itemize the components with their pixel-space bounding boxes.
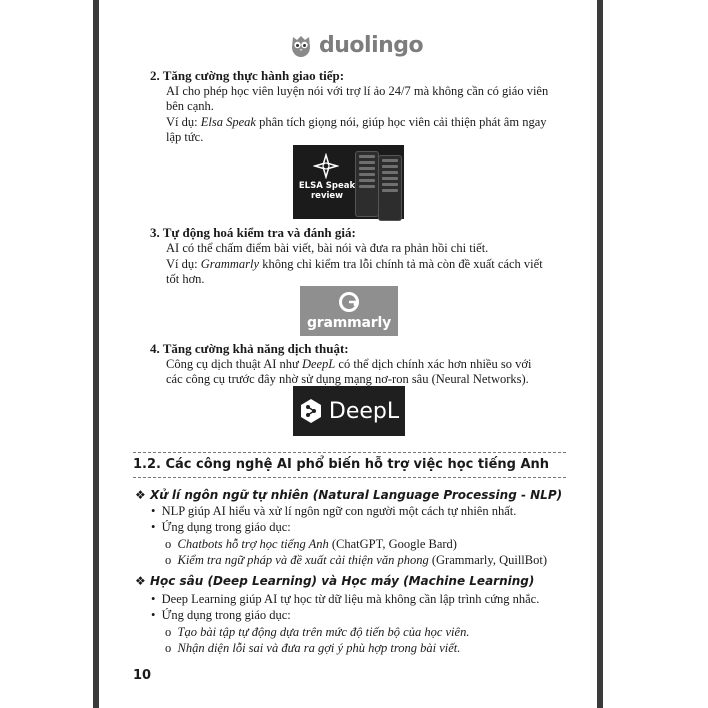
group-2-sub-1: o Tạo bài tập tự động dựa trên mức độ tiến bộ của học viên. (165, 625, 470, 639)
item-3-line1: AI có thể chấm điểm bài viết, bài nói và đưa ra phản hồi chi tiết. (166, 241, 489, 255)
deepl-logo-icon (299, 398, 323, 424)
logo-text: duolingo (319, 32, 424, 58)
grammarly-g-icon (338, 291, 360, 313)
group-1-bullet-1: • NLP giúp AI hiểu và xử lí ngôn ngữ con người một cách tự nhiên nhất. (151, 504, 517, 518)
book-page (99, 0, 597, 708)
group-2-heading: ❖ Học sâu (Deep Learning) và Học máy (Machine Learning) (135, 574, 535, 588)
item-4-line2: các công cụ trước đây nhờ sử dụng mạng nơ-ron sâu (Neural Networks). (166, 372, 529, 386)
group-1-sub-1: o Chatbots hỗ trợ học tiếng Anh (ChatGPT, Google Bard) (165, 537, 457, 551)
group-1-bullet-2: • Ứng dụng trong giáo dục: (151, 520, 291, 534)
item-2-example: Ví dụ: Elsa Speak phân tích giọng nói, giúp học viên cải thiện phát âm ngay (166, 115, 547, 129)
item-4-heading: 4. Tăng cường khả năng dịch thuật: (150, 341, 349, 356)
item-2-heading: 2. Tăng cường thực hành giao tiếp: (150, 68, 345, 83)
elsa-speak-image (293, 145, 404, 219)
grammarly-image (300, 286, 398, 336)
page-number: 10 (133, 668, 152, 683)
item-2-line2: bên cạnh. (166, 99, 214, 113)
item-4-line1: Công cụ dịch thuật AI như DeepL có thể dịch chính xác hơn nhiều so với (166, 357, 532, 371)
group-2-bullet-1: • Deep Learning giúp AI tự học từ dữ liệu mà không cần lập trình cứng nhắc. (151, 592, 540, 606)
item-2-line1: AI cho phép học viên luyện nói với trợ lí ảo 24/7 mà không cần có giáo viên (166, 84, 549, 98)
left-margin (0, 0, 99, 708)
grammarly-label: grammarly (306, 315, 392, 331)
deepl-label: DeepL (328, 398, 400, 424)
section-title: 1.2. Các công nghệ AI phổ biến hỗ trợ việc học tiếng Anh (133, 457, 550, 472)
group-1-heading: ❖ Xử lí ngôn ngữ tự nhiên (Natural Language Processing - NLP) (135, 488, 563, 502)
group-1-sub-2: o Kiểm tra ngữ pháp và đề xuất cải thiện văn phong (Grammarly, QuillBot) (165, 553, 547, 567)
right-margin (597, 0, 708, 708)
item-2-example-cont: lập tức. (166, 130, 204, 144)
phone-mockup (378, 155, 402, 221)
item-3-heading: 3. Tự động hoá kiểm tra và đánh giá: (150, 225, 356, 240)
section-divider-bottom (133, 477, 566, 478)
owl-icon (287, 31, 315, 59)
deepl-image (293, 386, 405, 436)
group-2-bullet-2: • Ứng dụng trong giáo dục: (151, 608, 291, 622)
item-3-example: Ví dụ: Grammarly không chỉ kiểm tra lỗi chính tả mà còn đề xuất cách viết (166, 257, 543, 271)
elsa-star-icon (313, 153, 339, 179)
elsa-label: ELSA Speak review (298, 181, 356, 201)
right-page-edge (597, 0, 603, 708)
section-divider-top (133, 452, 566, 453)
group-2-sub-2: o Nhận diện lỗi sai và đưa ra gợi ý phù hợp trong bài viết. (165, 641, 461, 655)
phone-mockup (355, 151, 379, 217)
item-3-example-cont: tốt hơn. (166, 272, 205, 286)
duolingo-logo (287, 30, 423, 60)
diamond-bullet-icon: ❖ (135, 574, 150, 588)
diamond-bullet-icon: ❖ (135, 488, 150, 502)
